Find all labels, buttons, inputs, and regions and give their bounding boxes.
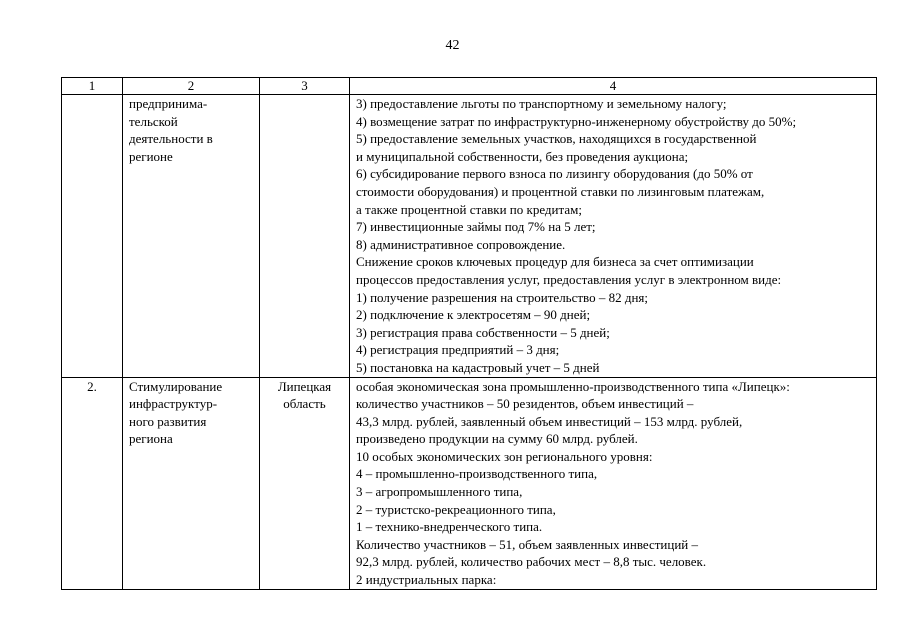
- content-line: 92,3 млрд. рублей, количество рабочих мест – 8,8 тыс. человек.: [356, 554, 707, 570]
- content-line: 3 – агропромышленного типа,: [356, 484, 523, 500]
- content-line: 3) предоставление льготы по транспортному и земельному налогу;: [356, 96, 727, 111]
- content-line: 1) получение разрешения на строительство – 82 дня;: [356, 289, 649, 305]
- content-line: 2) подключение к электросетям – 90 дней;: [356, 307, 591, 323]
- content-line: 6) субсидирование первого взноса по лизингу оборудования (до 50% от: [356, 166, 753, 182]
- region-line: область: [283, 396, 326, 412]
- content-line: особая экономическая зона промышленно-производственного типа «Липецк»:: [356, 378, 790, 394]
- row-number-cell: [62, 95, 123, 378]
- header-col-1: 1: [62, 78, 123, 95]
- measure-title-cell: [123, 95, 260, 378]
- content-line: а также процентной ставки по кредитам;: [356, 201, 582, 217]
- row-number-cell: 2.: [62, 377, 123, 589]
- header-col-2: 2: [123, 78, 260, 95]
- region-cell: [260, 377, 350, 589]
- title-line: предпринима-: [129, 96, 208, 111]
- content-line: 10 особых экономических зон регионального уровня:: [356, 448, 653, 464]
- content-line: произведено продукции на сумму 60 млрд. рублей.: [356, 431, 638, 447]
- content-line: количество участников – 50 резидентов, объем инвестиций –: [356, 396, 694, 412]
- title-line: тельской: [129, 113, 178, 129]
- content-line: процессов предоставления услуг, предоставления услуг в электронном виде:: [356, 271, 782, 287]
- table-header-row: [62, 78, 877, 95]
- title-line: деятельности в: [129, 131, 213, 147]
- measure-title-cell: [123, 377, 260, 589]
- content-line: 5) постановка на кадастровый учет – 5 дней: [356, 359, 600, 375]
- table-row: [62, 95, 877, 378]
- content-line: 4 – промышленно-производственного типа,: [356, 466, 598, 482]
- title-line: региона: [129, 431, 173, 447]
- content-cell: [350, 377, 877, 589]
- content-line: 2 – туристско-рекреационного типа,: [356, 501, 556, 517]
- content-line: стоимости оборудования) и процентной ставки по лизинговым платежам,: [356, 183, 765, 199]
- content-line: 8) административное сопровождение.: [356, 236, 566, 252]
- content-line: 2 индустриальных парка:: [356, 572, 497, 588]
- region-line: Липецкая: [277, 378, 332, 394]
- content-line: 1 – технико-внедренческого типа.: [356, 519, 543, 535]
- document-table: [61, 77, 877, 590]
- title-line: ного развития: [129, 413, 207, 429]
- content-line: 43,3 млрд. рублей, заявленный объем инвестиций – 153 млрд. рублей,: [356, 413, 743, 429]
- title-line: регионе: [129, 148, 173, 164]
- content-line: Количество участников – 51, объем заявленных инвестиций –: [356, 536, 699, 552]
- header-col-3: 3: [260, 78, 350, 95]
- page-number: 42: [445, 38, 460, 53]
- content-cell: [350, 95, 877, 378]
- content-line: 4) регистрация предприятий – 3 дня;: [356, 342, 560, 358]
- content-line: Снижение сроков ключевых процедур для бизнеса за счет оптимизации: [356, 254, 754, 270]
- content-line: 7) инвестиционные займы под 7% на 5 лет;: [356, 219, 596, 235]
- table-row: [62, 377, 877, 589]
- header-col-4: 4: [350, 78, 877, 95]
- title-line: Стимулирование: [129, 378, 223, 394]
- region-cell: [260, 95, 350, 378]
- title-line: инфраструктур-: [129, 396, 218, 412]
- content-line: 5) предоставление земельных участков, находящихся в государственной: [356, 131, 757, 147]
- content-line: 4) возмещение затрат по инфраструктурно-инженерному обустройству до 50%;: [356, 113, 797, 129]
- content-line: и муниципальной собственности, без проведения аукциона;: [356, 148, 689, 164]
- content-line: 3) регистрация права собственности – 5 дней;: [356, 324, 610, 340]
